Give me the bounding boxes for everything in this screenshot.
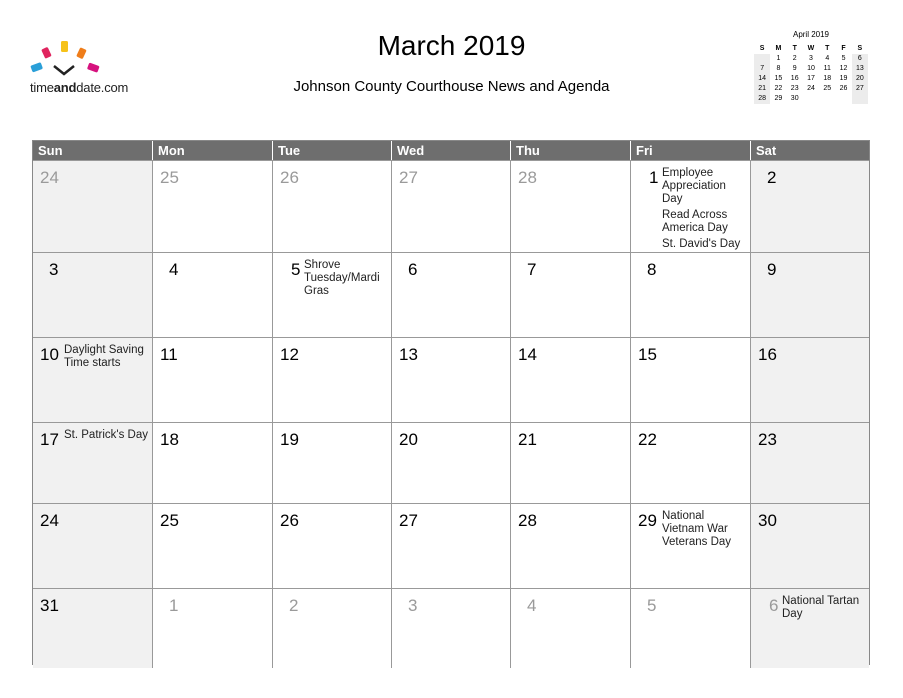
day-number: 27 xyxy=(399,511,418,530)
mini-day[interactable]: 14 xyxy=(754,74,770,84)
mini-day[interactable]: 24 xyxy=(807,85,815,92)
day-cell[interactable] xyxy=(751,161,869,252)
mini-day[interactable]: 5 xyxy=(841,55,846,62)
week-row xyxy=(33,252,869,337)
day-cell[interactable] xyxy=(751,338,869,422)
month-calendar xyxy=(32,140,870,665)
mini-day[interactable]: 4 xyxy=(825,55,830,62)
day-cell[interactable] xyxy=(153,504,273,588)
day-cell[interactable] xyxy=(392,504,511,588)
day-number: 10 xyxy=(40,345,59,364)
event-list xyxy=(782,595,865,624)
day-number: 3 xyxy=(49,260,59,279)
mini-weekday-header: T xyxy=(792,45,797,52)
event-item[interactable]: Read Across America Day xyxy=(662,209,728,234)
weekday-fri: Fri xyxy=(631,141,751,160)
day-cell[interactable] xyxy=(153,338,273,422)
week-row xyxy=(33,588,869,668)
weekday-thu: Thu xyxy=(511,141,631,160)
day-cell[interactable] xyxy=(631,161,751,252)
day-cell[interactable] xyxy=(511,589,631,668)
day-number: 13 xyxy=(399,345,418,364)
mini-day[interactable] xyxy=(754,54,770,64)
mini-day[interactable]: 8 xyxy=(776,65,781,72)
mini-day[interactable]: 12 xyxy=(839,65,848,72)
day-number: 9 xyxy=(767,260,777,279)
mini-weekday-header: S xyxy=(759,45,765,52)
day-number: 11 xyxy=(160,345,178,364)
day-number: 6 xyxy=(769,596,779,615)
day-cell[interactable] xyxy=(751,589,869,668)
mini-day[interactable] xyxy=(852,94,868,104)
day-cell[interactable] xyxy=(392,253,511,337)
mini-weekday-header: T xyxy=(825,45,830,52)
day-cell[interactable] xyxy=(153,589,273,668)
mini-day[interactable]: 17 xyxy=(807,75,815,82)
weekday-header xyxy=(33,141,869,160)
mini-day[interactable]: 26 xyxy=(839,85,848,92)
page-title: March 2019 xyxy=(377,30,526,61)
mini-day[interactable]: 23 xyxy=(790,85,799,92)
day-number: 18 xyxy=(160,430,179,449)
day-cell[interactable] xyxy=(392,338,511,422)
day-number: 1 xyxy=(649,168,659,187)
mini-day[interactable]: 9 xyxy=(792,65,797,72)
mini-day[interactable]: 22 xyxy=(774,85,783,92)
event-item[interactable]: St. Patrick's Day xyxy=(64,429,148,441)
day-number: 29 xyxy=(638,511,657,530)
mini-day[interactable]: 13 xyxy=(852,64,868,74)
day-cell[interactable] xyxy=(33,253,153,337)
day-number: 1 xyxy=(169,596,179,615)
day-number: 26 xyxy=(280,511,299,530)
day-cell[interactable] xyxy=(631,423,751,503)
day-cell[interactable] xyxy=(33,338,153,422)
mini-day[interactable]: 18 xyxy=(823,75,832,82)
mini-day[interactable] xyxy=(835,94,851,104)
day-cell[interactable] xyxy=(751,504,869,588)
mini-day[interactable]: 11 xyxy=(823,65,831,72)
event-list xyxy=(64,344,148,373)
day-number: 3 xyxy=(408,596,418,615)
day-number: 2 xyxy=(289,596,299,615)
mini-day[interactable]: 19 xyxy=(839,75,848,82)
day-number: 12 xyxy=(280,345,299,364)
event-item[interactable]: National Vietnam War Veterans Day xyxy=(662,510,732,548)
day-cell[interactable] xyxy=(273,161,392,252)
week-row xyxy=(33,337,869,422)
mini-calendar-april xyxy=(754,30,868,104)
mini-day[interactable]: 10 xyxy=(807,65,815,72)
mini-day[interactable]: 21 xyxy=(754,84,770,94)
day-cell[interactable] xyxy=(392,161,511,252)
day-number: 27 xyxy=(399,168,418,187)
weekday-wed: Wed xyxy=(392,141,511,160)
mini-day[interactable]: 15 xyxy=(774,75,783,82)
mini-day[interactable] xyxy=(819,94,835,104)
day-cell[interactable] xyxy=(273,338,392,422)
day-number: 25 xyxy=(160,168,179,187)
event-list xyxy=(662,510,746,552)
day-cell[interactable] xyxy=(33,589,153,668)
day-number: 6 xyxy=(408,260,418,279)
mini-day[interactable] xyxy=(803,94,819,104)
day-number: 2 xyxy=(767,168,777,187)
day-number: 16 xyxy=(758,345,777,364)
mini-weekday-header: M xyxy=(775,45,782,52)
mini-weekday-header: S xyxy=(857,45,863,52)
day-number: 24 xyxy=(40,511,59,530)
day-number: 23 xyxy=(758,430,777,449)
mini-day[interactable]: 28 xyxy=(754,94,770,104)
day-number: 20 xyxy=(399,430,418,449)
day-cell[interactable] xyxy=(751,253,869,337)
day-cell[interactable] xyxy=(273,423,392,503)
event-list xyxy=(304,259,387,301)
day-number: 22 xyxy=(638,430,657,449)
mini-day[interactable]: 20 xyxy=(852,74,868,84)
mini-day[interactable]: 2 xyxy=(792,55,797,62)
mini-day[interactable]: 6 xyxy=(852,54,868,64)
day-cell[interactable] xyxy=(33,423,153,503)
day-cell[interactable] xyxy=(153,423,273,503)
day-cell[interactable] xyxy=(511,338,631,422)
day-cell[interactable] xyxy=(511,161,631,252)
mini-day[interactable]: 1 xyxy=(776,55,781,62)
day-number: 7 xyxy=(527,260,537,279)
event-item[interactable]: Employee Appreciation Day xyxy=(662,167,726,205)
weekday-sat: Sat xyxy=(756,143,777,158)
day-cell[interactable] xyxy=(392,589,511,668)
event-item[interactable]: Shrove Tuesday/Mardi Gras xyxy=(304,259,380,297)
day-number: 5 xyxy=(291,260,301,279)
day-number: 8 xyxy=(647,260,657,279)
event-list xyxy=(662,167,746,254)
day-number: 17 xyxy=(40,430,59,449)
week-row xyxy=(33,422,869,503)
day-cell[interactable] xyxy=(33,161,153,252)
day-cell[interactable] xyxy=(631,589,751,668)
day-cell[interactable] xyxy=(631,253,751,337)
day-cell[interactable] xyxy=(511,253,631,337)
day-number: 5 xyxy=(647,596,657,615)
logo-text: timeanddate.com xyxy=(30,80,129,95)
day-number: 30 xyxy=(758,511,777,530)
week-row xyxy=(33,160,869,252)
day-cell[interactable] xyxy=(511,423,631,503)
day-number: 28 xyxy=(518,168,537,187)
mini-day[interactable]: 30 xyxy=(790,95,799,102)
day-number: 25 xyxy=(160,511,179,530)
event-item[interactable]: National Tartan Day xyxy=(782,595,860,620)
weekday-tue: Tue xyxy=(273,141,392,160)
mini-calendar-grid xyxy=(754,44,868,104)
day-cell[interactable] xyxy=(153,253,273,337)
day-number: 4 xyxy=(527,596,537,615)
event-item[interactable]: Daylight Saving Time starts xyxy=(64,344,144,369)
day-number: 19 xyxy=(280,430,299,449)
day-cell[interactable] xyxy=(392,423,511,503)
day-cell[interactable] xyxy=(631,338,751,422)
weekday-mon: Mon xyxy=(153,141,273,160)
mini-day[interactable]: 25 xyxy=(823,85,832,92)
day-number: 15 xyxy=(638,345,657,364)
day-number: 31 xyxy=(40,596,59,615)
day-number: 24 xyxy=(40,168,59,187)
day-cell[interactable] xyxy=(511,504,631,588)
page-subtitle: Johnson County Courthouse News and Agenda xyxy=(293,78,610,95)
event-list xyxy=(64,429,148,445)
mini-day[interactable]: 7 xyxy=(754,64,770,74)
day-cell[interactable] xyxy=(751,423,869,503)
day-cell[interactable] xyxy=(273,504,392,588)
mini-calendar-title: April 2019 xyxy=(792,30,830,39)
mini-day[interactable]: 27 xyxy=(852,84,868,94)
week-row xyxy=(33,503,869,588)
day-cell[interactable] xyxy=(631,504,751,588)
day-cell[interactable] xyxy=(153,161,273,252)
day-number: 28 xyxy=(518,511,537,530)
mini-day[interactable]: 29 xyxy=(774,95,783,102)
day-cell[interactable] xyxy=(273,589,392,668)
day-number: 21 xyxy=(518,430,537,449)
day-number: 4 xyxy=(169,260,179,279)
weekday-sun: Sun xyxy=(33,141,153,160)
mini-weekday-header: F xyxy=(841,45,846,52)
day-cell[interactable] xyxy=(273,253,392,337)
mini-day[interactable]: 3 xyxy=(809,55,813,62)
event-item[interactable]: St. David's Day xyxy=(662,238,741,250)
mini-weekday-header: W xyxy=(807,45,815,52)
day-number: 26 xyxy=(280,168,299,187)
day-cell[interactable] xyxy=(33,504,153,588)
mini-day[interactable]: 16 xyxy=(790,75,799,82)
day-number: 14 xyxy=(518,345,537,364)
